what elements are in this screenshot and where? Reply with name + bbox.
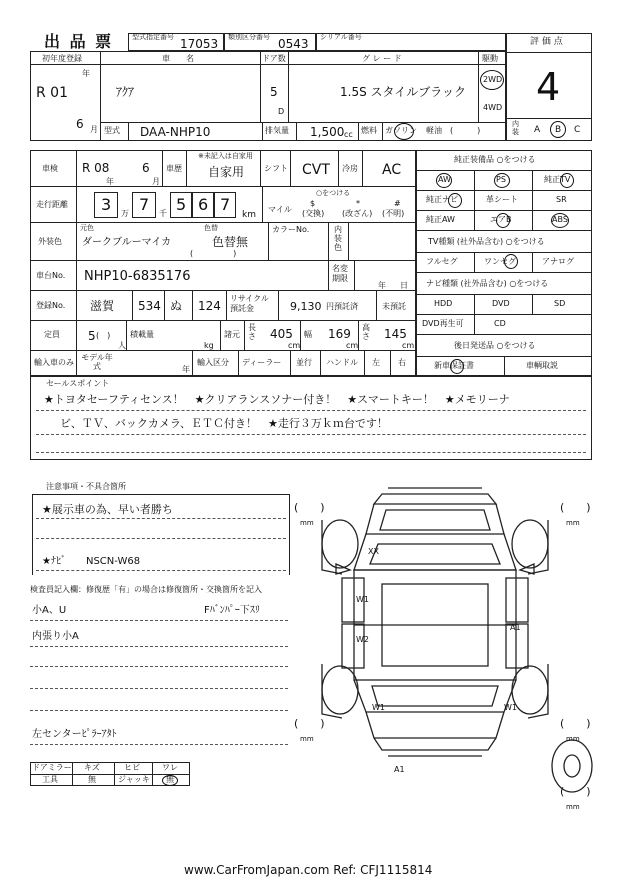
legend-tools-value: 無	[88, 775, 96, 784]
shaken-value: R 08	[82, 161, 110, 175]
equip-sr: SR	[556, 195, 567, 204]
shift-value: CVT	[302, 162, 330, 178]
dimensions-label: 諸元	[224, 330, 240, 339]
shaken-month: 6	[142, 161, 150, 175]
displacement-value: 1,500	[310, 125, 345, 139]
equip-airbag-circle	[496, 213, 510, 228]
tire-mm-rl: mm	[300, 735, 314, 743]
interior-b: B	[555, 125, 562, 135]
name-change-day: 日	[400, 281, 408, 290]
color-change-label: 色替	[204, 224, 218, 232]
meter-exchange: (交換)	[302, 209, 325, 218]
equip-std-aw: 純正AW	[426, 215, 455, 224]
damage-mark-w1-front: W1	[356, 595, 369, 604]
navi-type-label: ナビ種類 (社外品含む) ○をつける	[426, 279, 549, 288]
legend-jack: ジャッキ	[118, 775, 150, 784]
reg-region: 滋賀	[90, 299, 115, 313]
capacity-paren: ( )	[96, 331, 111, 340]
orig-color-value: ダークブルーマイカ	[82, 237, 172, 248]
legend-jack-value: 無	[166, 775, 174, 784]
notes-line-2: ★ﾅﾋﾞ NSCN-W68	[42, 556, 141, 567]
equip-navi: 純正ナビ	[426, 195, 458, 204]
equip-navi-circle	[448, 193, 462, 208]
handle-left: 左	[372, 358, 380, 367]
fuel-circle	[394, 123, 414, 140]
legend-tools: 工具	[42, 775, 58, 784]
mileage-digit-5: 7	[220, 195, 231, 214]
import-label: 輸入車のみ	[34, 358, 74, 367]
drive-4wd: 4WD	[483, 103, 503, 112]
tire-mm-rr: mm	[566, 735, 580, 743]
reg-number: 124	[198, 299, 221, 313]
capacity-label: 定員	[44, 330, 60, 339]
model-year-label: モデル年式	[81, 353, 113, 372]
fuel-gasoline: ガソリン	[385, 126, 417, 135]
ext-color-label: 外装色	[38, 237, 62, 246]
height-unit: cm	[402, 341, 415, 350]
capacity-unit: 人	[118, 341, 126, 350]
import-dealer: ディーラー	[242, 358, 282, 367]
model-year-unit: 年	[182, 365, 190, 374]
tv-analog: アナログ	[542, 257, 574, 266]
chassis-value: NHP10-6835176	[84, 269, 191, 284]
interior-a: A	[534, 125, 541, 135]
recycle-unit: 円預託済	[326, 302, 358, 311]
mileage-digit-3: 5	[176, 195, 187, 214]
tv-type-label: TV種類 (社外品含む) ○をつける	[428, 237, 545, 246]
width-unit: cm	[346, 341, 359, 350]
legend-scratch: キズ	[84, 763, 100, 772]
use-value: 自家用	[208, 165, 245, 179]
meter-check-note: ○をつける	[316, 189, 351, 197]
equip-aw: AW	[438, 175, 451, 184]
type-cert-value: 17053	[180, 37, 219, 51]
legend-crack: ヒビ	[124, 763, 140, 772]
navi-hdd: HDD	[434, 299, 453, 308]
width-label: 幅	[304, 330, 312, 339]
damage-mark-a1-right: A1	[510, 623, 521, 632]
fuel-label: 燃料	[361, 126, 377, 135]
score-label: 評 価 点	[530, 37, 563, 47]
docs-manual: 車輌取説	[526, 361, 558, 370]
year-unit: 年	[82, 69, 90, 78]
equip-ps: PS	[496, 175, 506, 184]
tire-bracket-fr: ( )	[560, 501, 591, 514]
color-code-label: カラーNo.	[272, 225, 310, 234]
meter-mile: マイル	[268, 205, 292, 214]
car-name-value: ｱｸｱ	[116, 85, 135, 99]
use-label: 車歴	[166, 164, 182, 173]
ac-value: AC	[382, 162, 402, 178]
import-parallel: 並行	[296, 358, 312, 367]
tv-fullseg: フルセグ	[426, 257, 458, 266]
orig-color-label: 元色	[80, 224, 94, 232]
height-value: 145	[384, 327, 407, 341]
mileage-label: 走行距離	[36, 200, 68, 209]
reg-class: 534	[138, 299, 161, 313]
tire-mm-spare: mm	[566, 803, 580, 811]
model-label: 型式	[104, 126, 120, 135]
damage-mark-xx: XX	[368, 547, 379, 556]
damage-mark-w2: W2	[356, 635, 369, 644]
door-label: ドア数	[262, 54, 286, 63]
reg-label: 登録No.	[36, 301, 66, 310]
score-value: 4	[536, 65, 561, 109]
interior-circle	[550, 121, 566, 138]
mileage-unit: km	[242, 210, 256, 220]
recycle-value: 9,130	[290, 300, 322, 313]
meter-tamper: (改ざん)	[342, 209, 373, 218]
class-label: 類別区分番号	[228, 33, 270, 41]
reg-kana: ぬ	[170, 299, 183, 313]
use-note: ※未記入は自家用	[198, 152, 253, 160]
damage-mark-w1-rear-left: W1	[372, 703, 385, 712]
navi-dvd: DVD	[492, 299, 510, 308]
car-damage-diagram	[290, 474, 600, 814]
drive-circle	[480, 70, 504, 90]
mileage-digit-4: 6	[198, 195, 209, 214]
equip-tv: 純正TV	[544, 175, 571, 184]
equip-leather: 革シート	[486, 195, 518, 204]
navi-cd: CD	[494, 319, 506, 328]
interior-c: C	[574, 125, 581, 135]
tv-oneseg-circle	[504, 254, 518, 269]
tv-oneseg: ワンセグ	[484, 257, 516, 266]
inspector-label: 検査員記入欄：修復歴「有」の場合は修復箇所・交換箇所を記入	[30, 585, 262, 594]
chassis-label: 車台No.	[36, 271, 66, 280]
name-change-year: 年	[378, 281, 386, 290]
meter-dollar: $	[310, 199, 316, 208]
mileage-digit-2: 7	[139, 195, 150, 214]
drive-2wd: 2WD	[483, 75, 503, 84]
mileage-digit-1: 3	[101, 195, 112, 214]
meter-asterisk: *	[356, 199, 360, 208]
equip-aw-circle	[436, 173, 452, 188]
equip-abs-circle	[551, 213, 569, 228]
grade-value: 1.5S スタイルブラック	[340, 85, 467, 99]
displacement-label: 排気量	[265, 126, 289, 135]
navi-sd: SD	[554, 299, 566, 308]
month-unit: 月	[90, 125, 98, 134]
docs-warranty: 新車保証書	[434, 361, 474, 370]
inspector-line-3: 左センターﾋﾟﾗｰｱﾀﾄ	[32, 729, 117, 740]
mileage-man: 万	[121, 209, 129, 218]
inspector-line-1b: Fﾊﾞﾝﾊﾟｰ下ｽﾘ	[204, 605, 260, 616]
tire-mm-fr: mm	[566, 519, 580, 527]
damage-mark-w1-rear-right: W1	[504, 703, 517, 712]
displacement-unit: cc	[344, 130, 353, 139]
width-value: 169	[328, 327, 351, 341]
recycle-not: 未預託	[382, 302, 406, 311]
handle-right: 右	[398, 358, 406, 367]
length-unit: cm	[288, 341, 301, 350]
door-suffix: D	[278, 107, 285, 116]
color-change-paren: ( )	[190, 249, 237, 258]
import-class-label: 輸入区分	[197, 358, 229, 367]
capacity-value: 5	[88, 329, 96, 343]
model-value: DAA-NHP10	[140, 125, 211, 139]
fuel-other: ( )	[450, 126, 481, 135]
sheet-title: 出 品 票	[44, 32, 114, 51]
handle-label: ハンドル	[326, 358, 358, 367]
interior-label: 内装	[512, 120, 519, 136]
door-value: 5	[270, 85, 278, 99]
inspector-line-1a: 小A、U	[32, 605, 67, 616]
tire-bracket-rr: ( )	[560, 717, 591, 730]
first-reg-label: 初年度登録	[42, 54, 82, 63]
damage-mark-a1-bottom: A1	[394, 765, 405, 774]
first-reg-era: R 01	[36, 85, 68, 101]
navi-dvd-player: DVD再生可	[422, 319, 464, 328]
sales-line-2: ビ、ＴＶ、バックカメラ、ＥＴＣ付き！ ★走行３万ｋｍ台です！	[60, 417, 388, 430]
equip-airbag: エアB	[490, 215, 512, 224]
length-value: 405	[270, 327, 293, 341]
equip-abs: ABS	[552, 215, 568, 224]
equip-tv-circle	[560, 173, 574, 188]
grade-label: グ レ ー ド	[362, 54, 402, 63]
first-reg-month: 6	[76, 117, 84, 131]
type-cert-label: 型式指定番号	[132, 33, 174, 41]
shaken-label: 車検	[42, 164, 58, 173]
load-unit: kg	[204, 341, 214, 350]
inspector-line-2: 内張り小A	[32, 631, 79, 642]
length-label: 長さ	[248, 323, 256, 341]
ac-label: 冷房	[342, 164, 358, 173]
fuel-diesel: 軽油	[426, 126, 442, 135]
class-value: 0543	[278, 37, 309, 51]
meter-hash: #	[394, 199, 401, 208]
sales-line-1: ★トヨタセーフティセンス！ ★クリアランスソナー付き！ ★スマートキー！ ★メモリーナ	[44, 393, 510, 406]
legend-mirror: ドアミラー	[32, 763, 72, 772]
drive-label: 駆動	[482, 54, 498, 63]
footer-watermark: www.CarFromJapan.com Ref: CFJ1115814	[184, 863, 433, 877]
tire-mm-fl: mm	[300, 519, 314, 527]
tire-bracket-spare: ( )	[560, 785, 591, 798]
legend-break: ワレ	[162, 763, 178, 772]
tire-bracket-fl: ( )	[294, 501, 325, 514]
legend-jack-circle	[162, 775, 178, 786]
notes-line-1: ★展示車の為、早い者勝ち	[42, 503, 173, 516]
equip-ps-circle	[494, 173, 510, 188]
recycle-label: リサイクル預託金	[230, 294, 269, 313]
shaken-year-unit: 年	[106, 177, 114, 186]
shaken-month-unit: 月	[152, 177, 160, 186]
meter-unknown: (不明)	[382, 209, 405, 218]
docs-label: 後日発送品 ○をつける	[454, 341, 536, 350]
int-color-label: 内装色	[334, 225, 342, 252]
load-label: 積載量	[130, 330, 154, 339]
shift-label: シフト	[264, 164, 288, 173]
car-name-label: 車 名	[162, 54, 194, 63]
name-change-label: 名変期限	[332, 264, 348, 283]
std-equip-label: 純正装備品 ○をつける	[454, 155, 536, 164]
color-change-value: 色替無	[212, 235, 249, 249]
notes-label: 注意事項・不具合箇所	[46, 482, 126, 491]
height-label: 高さ	[362, 323, 370, 341]
sales-label: セールスポイント	[46, 379, 110, 388]
tire-bracket-rl: ( )	[294, 717, 325, 730]
mileage-sen: 千	[159, 209, 167, 218]
docs-warranty-circle	[450, 359, 464, 374]
serial-label: シリアル番号	[320, 33, 362, 41]
